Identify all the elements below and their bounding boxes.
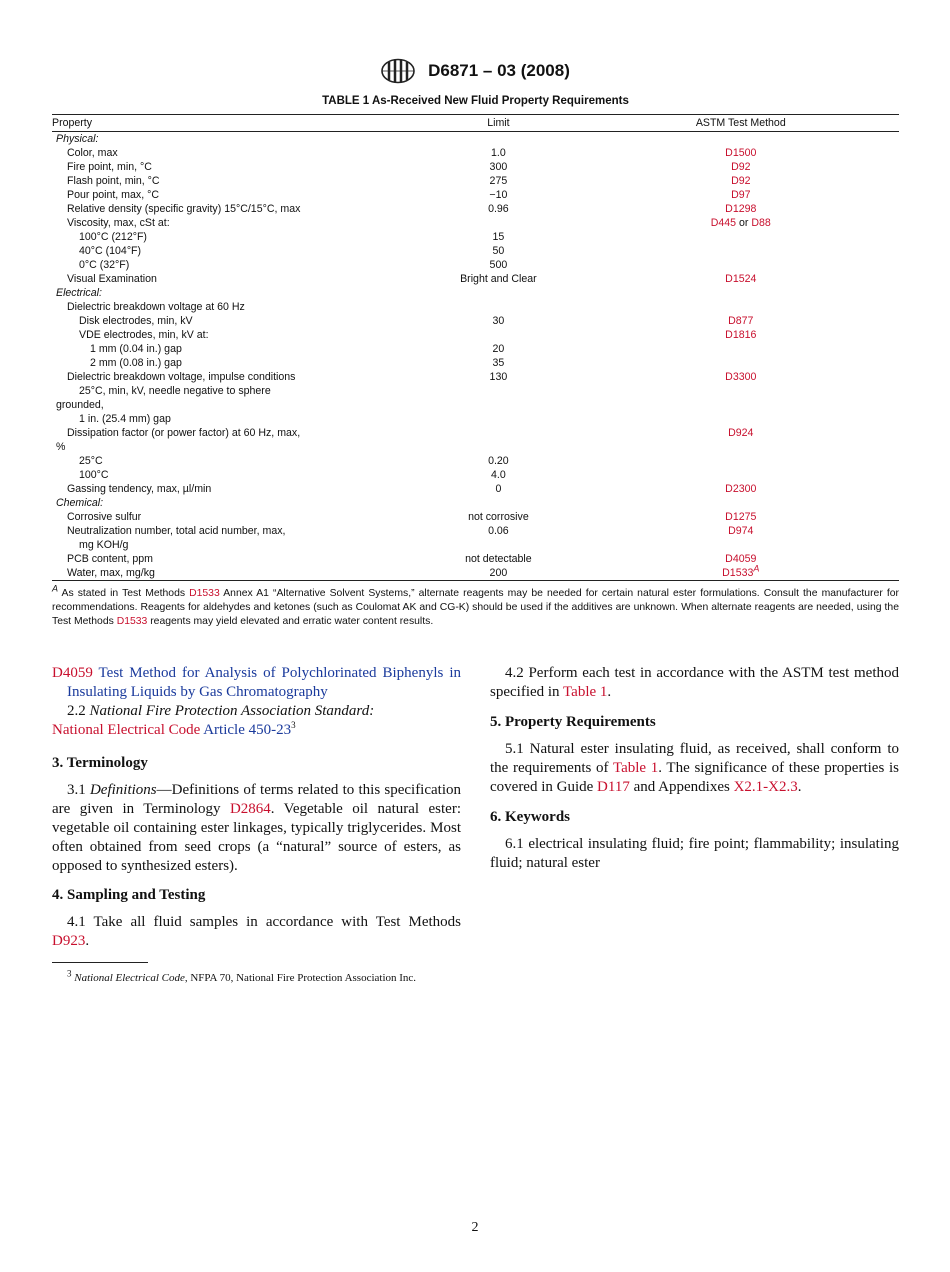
table-row: [52, 468, 899, 482]
property-cell: Color, max: [67, 147, 118, 159]
table-row: [52, 146, 899, 160]
table-row: [52, 524, 899, 538]
table-row: [52, 412, 899, 426]
limit-cell: 275: [489, 175, 508, 187]
limit-cell: 200: [414, 566, 582, 581]
method-cell: [583, 174, 899, 188]
method-link[interactable]: D1500: [725, 147, 757, 159]
property-cell: Flash point, min, °C: [67, 175, 160, 187]
method-cell: [583, 384, 899, 398]
left-column: [52, 664, 461, 951]
method-cell: [583, 244, 899, 258]
property-cell: 0°C (32°F): [79, 259, 130, 271]
table-row: [52, 370, 899, 384]
term: Definitions: [89, 782, 157, 798]
table-link[interactable]: Table 1: [563, 684, 608, 700]
limit-cell: 4.0: [491, 469, 506, 481]
property-cell: grounded,: [56, 399, 104, 411]
limit-cell: 30: [492, 315, 505, 327]
footnote-mark: A: [52, 583, 59, 594]
limit-cell: 300: [489, 161, 508, 173]
method-link[interactable]: D92: [731, 161, 751, 173]
footnote-text: As stated in Test Methods: [58, 588, 190, 599]
method-link[interactable]: D1816: [725, 329, 757, 341]
standard-link[interactable]: D2864: [229, 801, 271, 817]
property-cell: Dissipation factor (or power factor) at 60 Hz, max,: [67, 427, 301, 439]
table-row: [52, 384, 899, 398]
table-row: [52, 216, 899, 230]
page-header: [0, 58, 950, 84]
table-row: [52, 566, 899, 581]
table-row: [52, 440, 899, 454]
method-cell: [583, 146, 899, 160]
method-cell: [583, 230, 899, 244]
reference-title[interactable]: Test Method for Analysis of Polychlorinated Biphenyls in Insulating Liquids by Gas Chromatography: [67, 665, 461, 700]
footnote-title: National Electrical Code: [74, 972, 185, 984]
limit-cell: [414, 300, 582, 314]
table-row: [52, 258, 899, 272]
method-cell: [583, 356, 899, 370]
property-cell: Pour point, max, °C: [67, 189, 159, 201]
method-cell: [583, 300, 899, 314]
property-cell: 100°C (212°F): [79, 231, 147, 243]
section-title: National Fire Protection Association Standard:: [89, 703, 375, 719]
method-cell: [583, 552, 899, 566]
method-cell: [583, 328, 899, 342]
footnote-divider: [52, 962, 148, 963]
limit-cell: not corrosive: [468, 511, 529, 523]
limit-cell: 50: [492, 245, 505, 257]
limit-cell: [414, 412, 582, 426]
method-cell: [583, 496, 899, 510]
method-link[interactable]: D1298: [725, 203, 757, 215]
table-footnote: [52, 583, 899, 629]
property-cell: Visual Examination: [67, 273, 157, 285]
property-cell: 25°C: [79, 455, 103, 467]
table-row: [52, 398, 899, 412]
table-row: [52, 188, 899, 202]
standard-designation: D6871 – 03 (2008): [428, 61, 570, 80]
footnote-number: 3: [67, 968, 72, 979]
table-caption: TABLE 1 As-Received New Fluid Property Requirements: [322, 95, 629, 107]
method-cell: [583, 398, 899, 412]
astm-logo-icon: [380, 58, 416, 84]
method-cell: [583, 468, 899, 482]
method-cell: [583, 440, 899, 454]
property-cell: PCB content, ppm: [67, 553, 153, 565]
limit-cell: 500: [489, 259, 508, 271]
column-header: ASTM Test Method: [583, 115, 899, 132]
table-row: [52, 132, 899, 147]
property-cell: Gassing tendency, max, µl/min: [67, 483, 212, 495]
limit-cell: 0.20: [488, 455, 509, 467]
property-cell: Dielectric breakdown voltage at 60 Hz: [67, 301, 245, 313]
property-cell: 25°C, min, kV, needle negative to sphere: [79, 385, 271, 397]
paragraph-text: 4.1 Take all fluid samples in accordance with Test Methods: [67, 914, 461, 930]
method-link[interactable]: D924: [728, 427, 754, 439]
method-cell: [583, 342, 899, 356]
method-link[interactable]: D445: [710, 217, 737, 229]
table-row: [52, 496, 899, 510]
limit-cell: [414, 426, 582, 440]
section-4-2: [490, 664, 899, 702]
section-2-2: [52, 702, 461, 721]
table-row: [52, 356, 899, 370]
footnote-text: reagents may yield elevated and erratic water content results.: [147, 616, 434, 627]
table-row: [52, 160, 899, 174]
property-cell: Corrosive sulfur: [67, 511, 142, 523]
table-row: [52, 286, 899, 300]
limit-cell: [414, 384, 582, 398]
appendix-link[interactable]: X2.1-X2.3: [733, 779, 798, 795]
paragraph-text: 5.1 Natural ester insulating fluid, as received, shall conform to the requirements of: [490, 741, 899, 776]
method-link[interactable]: D2300: [725, 483, 757, 495]
property-cell: mg KOH/g: [79, 539, 129, 551]
method-cell: [583, 370, 899, 384]
property-cell: Physical:: [56, 133, 99, 145]
table-row: [52, 426, 899, 440]
method-cell: [583, 188, 899, 202]
section-number: 3.1: [67, 782, 90, 798]
limit-cell: 15: [492, 231, 505, 243]
limit-cell: [414, 216, 582, 230]
limit-cell: [414, 286, 582, 300]
table-row: [52, 538, 899, 552]
method-link[interactable]: D1533: [722, 567, 754, 579]
property-cell: Neutralization number, total acid number, max,: [67, 525, 286, 537]
section-heading: 3. Terminology: [52, 755, 148, 771]
limit-cell: [414, 328, 582, 342]
limit-cell: 0.06: [488, 525, 509, 537]
limit-cell: [414, 538, 582, 552]
method-link[interactable]: D97: [731, 189, 751, 201]
page-number: 2: [471, 1220, 479, 1235]
footnote-link[interactable]: D1533: [189, 588, 220, 599]
table-row: [52, 454, 899, 468]
paragraph-text: .: [607, 684, 612, 700]
table-row: [52, 202, 899, 216]
section-number: 2.2: [67, 703, 90, 719]
column-header: Limit: [414, 115, 582, 132]
method-cell: [583, 412, 899, 426]
method-cell: [583, 563, 899, 581]
paragraph-text: .: [85, 933, 90, 949]
nec-link[interactable]: National Electrical Code: [52, 722, 201, 738]
page-footnote: [52, 968, 461, 985]
property-table: [52, 114, 899, 581]
limit-cell: 130: [489, 371, 508, 383]
limit-cell: 35: [492, 357, 505, 369]
standard-link[interactable]: D923: [52, 933, 86, 949]
right-column: [490, 664, 899, 873]
footnote-text: Annex A1 “Alternative Solvent Systems,” alternate reagents may be needed for certain natural ester formulations. Consult the manufacturer for recommendations. Reagents for aldehydes and ketones (such as Coulomat AK and CG-K) should be used if the additives are unknown. When alternate reagents are needed, using the Test Methods: [52, 588, 899, 627]
method-cell: [583, 538, 899, 552]
section-heading: 4. Sampling and Testing: [52, 887, 206, 903]
table-body: [52, 132, 899, 581]
section-5-1: [490, 740, 899, 797]
table-row: [52, 510, 899, 524]
section-heading: 5. Property Requirements: [490, 714, 656, 730]
method-cell: [583, 202, 899, 216]
property-cell: Chemical:: [56, 497, 104, 509]
limit-cell: [414, 132, 582, 147]
paragraph-text: 4.2 Perform each test in accordance with the ASTM test method specified in: [490, 665, 899, 700]
limit-cell: [414, 496, 582, 510]
limit-cell: −10: [489, 189, 508, 201]
limit-cell: 0.96: [488, 203, 509, 215]
limit-cell: not detectable: [465, 553, 532, 565]
footnote-text: , NFPA 70, National Fire Protection Association Inc.: [184, 972, 417, 984]
paragraph-text: and Appendixes: [629, 779, 734, 795]
property-cell: Viscosity, max, cSt at:: [67, 217, 170, 229]
paragraph-text: —Definitions of terms related to this specification are given in Terminology: [52, 782, 462, 817]
limit-cell: [414, 440, 582, 454]
method-cell: [583, 132, 899, 147]
method-separator: or: [736, 217, 752, 229]
method-cell: [583, 510, 899, 524]
table-row: [52, 300, 899, 314]
section-6-1: 6.1 electrical insulating fluid; fire point; flammability; insulating fluid; natural ester: [490, 836, 899, 871]
method-cell: [583, 524, 899, 538]
property-cell: %: [56, 441, 66, 453]
limit-cell: 20: [492, 343, 505, 355]
table-row: [52, 314, 899, 328]
table-row: [52, 272, 899, 286]
method-cell: [583, 314, 899, 328]
section-4-1: [52, 913, 461, 951]
limit-cell: 0: [495, 483, 502, 495]
property-cell: 1 mm (0.04 in.) gap: [90, 343, 182, 355]
method-link[interactable]: D974: [728, 525, 754, 537]
method-cell: [583, 160, 899, 174]
property-cell: Electrical:: [56, 287, 102, 299]
property-cell: Water, max, mg/kg: [52, 566, 414, 581]
method-link[interactable]: D88: [751, 217, 771, 229]
method-link[interactable]: D1524: [725, 273, 757, 285]
method-cell: [583, 426, 899, 440]
method-cell: [583, 482, 899, 496]
table-row: [52, 482, 899, 496]
table-row: [52, 174, 899, 188]
method-link[interactable]: D92: [731, 175, 751, 187]
property-cell: 40°C (104°F): [79, 245, 142, 257]
nec-article[interactable]: Article 450-23: [200, 722, 292, 738]
limit-cell: Bright and Clear: [460, 273, 537, 285]
standard-link[interactable]: D117: [597, 779, 630, 795]
method-link[interactable]: D877: [728, 315, 754, 327]
section-3-1: [52, 781, 461, 876]
table-row: [52, 342, 899, 356]
property-cell: 2 mm (0.08 in.) gap: [90, 357, 182, 369]
table-link[interactable]: Table 1: [612, 760, 659, 776]
paragraph-text: .: [797, 779, 802, 795]
table-row: [52, 244, 899, 258]
limit-cell: 1.0: [491, 147, 506, 159]
method-link[interactable]: D4059: [725, 553, 757, 565]
property-cell: Dielectric breakdown voltage, impulse conditions: [67, 371, 296, 383]
property-cell: Fire point, min, °C: [67, 161, 152, 173]
method-cell: [583, 216, 899, 230]
nec-reference: [52, 721, 461, 740]
table-row: [52, 230, 899, 244]
property-cell: Relative density (specific gravity) 15°C/15°C, max: [67, 203, 301, 215]
table-row: [52, 552, 899, 566]
method-cell: [583, 286, 899, 300]
limit-cell: [414, 398, 582, 412]
method-cell: [583, 272, 899, 286]
paragraph-text: . Vegetable oil natural ester: vegetable oil containing ester linkages, typically triglycerides. Most often obtained from seed crops (a “natural” source of esters, as opposed to synthesized esters).: [52, 801, 461, 874]
section-heading: 6. Keywords: [490, 809, 570, 825]
method-cell: [583, 258, 899, 272]
table-header-row: [52, 115, 899, 132]
footnote-link[interactable]: D1533: [116, 616, 148, 627]
column-header: Property: [52, 115, 414, 132]
method-link[interactable]: D3300: [725, 371, 757, 383]
property-cell: 100°C: [79, 469, 109, 481]
paragraph-text: . The significance of these properties is covered in Guide: [490, 760, 899, 795]
footnote-ref: A: [753, 563, 760, 574]
property-cell: Disk electrodes, min, kV: [79, 315, 193, 327]
property-cell: VDE electrodes, min, kV at:: [79, 329, 209, 341]
table-row: [52, 328, 899, 342]
footnote-ref: 3: [291, 720, 296, 730]
method-cell: [583, 454, 899, 468]
method-link[interactable]: D1275: [725, 511, 757, 523]
reference-link[interactable]: D4059: [52, 665, 93, 681]
reference-entry: [52, 664, 461, 702]
property-cell: 1 in. (25.4 mm) gap: [79, 413, 171, 425]
